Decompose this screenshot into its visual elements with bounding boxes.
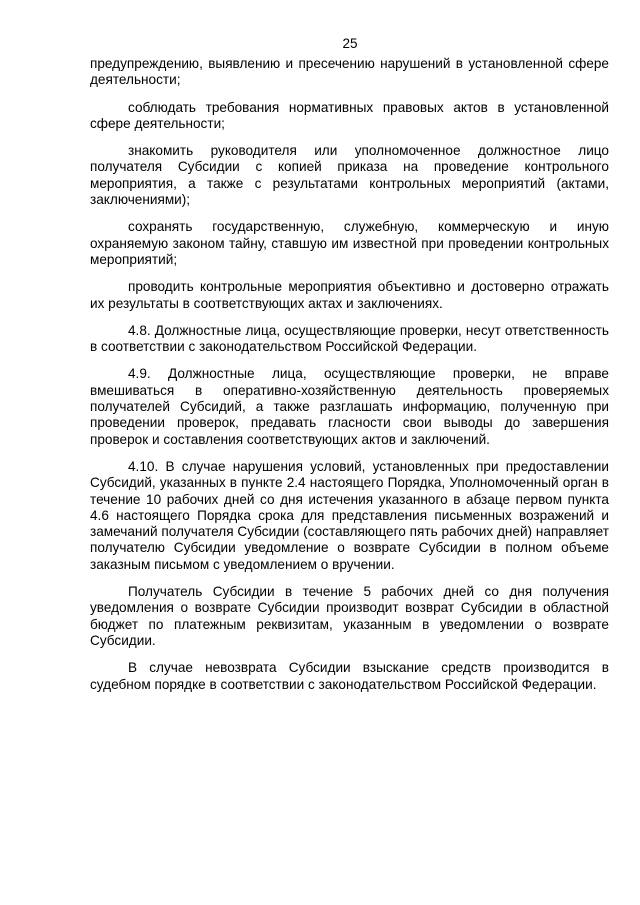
paragraph-clause-4-9: 4.9. Должностные лица, осуществляющие проверки, не вправе вмешиваться в оперативно-хозяйственную деятельность проверяемых получателей Субсидий, а также разглашать информацию, полученную при проведении проверок, предавать гласности свои выводы до завершения проверок и составления соответствующих актов и заключений.: [90, 366, 609, 447]
paragraph-clause-4-10: 4.10. В случае нарушения условий, установленных при предоставлении Субсидий, указанных в пункте 2.4 настоящего Порядка, Уполномоченный орган в течение 10 рабочих дней со дня истечения указанного в абзаце первом пункта 4.6 настоящего Порядка срока для представления письменных возражений и замечаний получателя Субсидии (составляющего пять рабочих дней) направляет получателю Субсидии уведомление о возврате Субсидии в полном объеме заказным письмом с уведомлением о вручении.: [90, 458, 609, 572]
page-number: 25: [342, 36, 358, 51]
paragraph: знакомить руководителя или уполномоченное должностное лицо получателя Субсидии с копией приказа на проведение контрольного мероприятия, а также с результатами контрольных мероприятий (актами, заключениями);: [90, 143, 609, 208]
document-body: [90, 56, 609, 704]
paragraph: Получатель Субсидии в течение 5 рабочих дней со дня получения уведомления о возврате Субсидии производит возврат Субсидии в областной бюджет по платежным реквизитам, указанным в уведомлении о возврате Субсидии.: [90, 584, 609, 648]
paragraph-clause-4-8: 4.8. Должностные лица, осуществляющие проверки, несут ответственность в соответствии с законодательством Российской Федерации.: [90, 322, 609, 355]
paragraph-continuation: предупреждению, выявлению и пресечению нарушений в установленной сфере деятельности;: [90, 56, 609, 88]
paragraph: В случае невозврата Субсидии взыскание средств производится в судебном порядке в соответствии с законодательством Российской Федерации.: [90, 660, 609, 692]
paragraph: соблюдать требования нормативных правовых актов в установленной сфере деятельности;: [90, 99, 609, 131]
paragraph: сохранять государственную, служебную, коммерческую и иную охраняемую законом тайну, ставшую им известной при проведении контрольных мероприятий;: [90, 219, 609, 267]
paragraph: проводить контрольные мероприятия объективно и достоверно отражать их результаты в соответствующих актах и заключениях.: [90, 279, 609, 311]
